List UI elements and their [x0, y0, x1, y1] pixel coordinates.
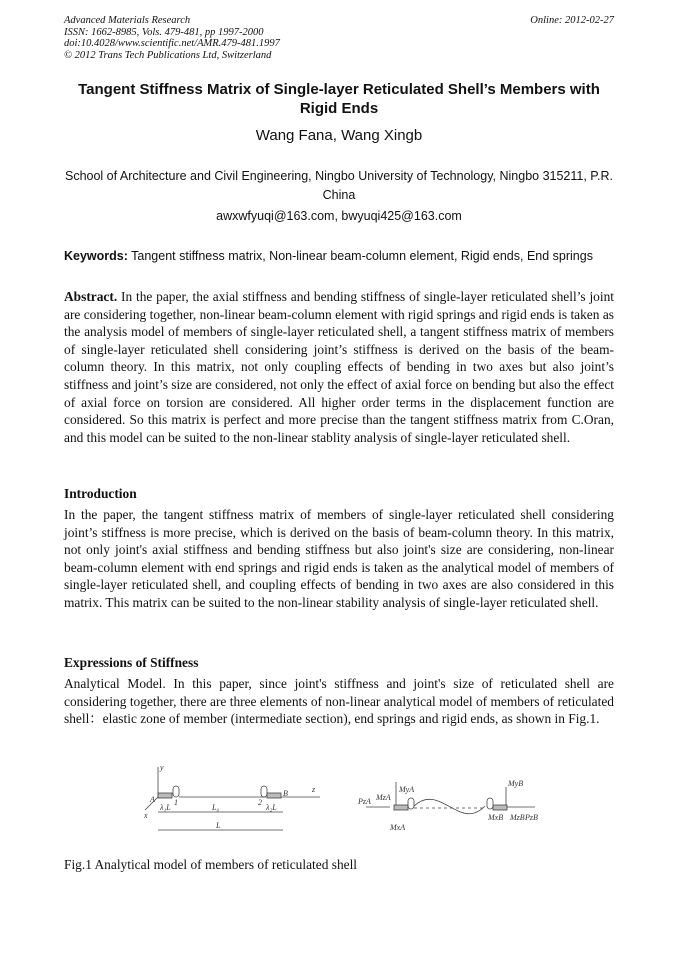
label-lambda1: λ₁L	[160, 803, 171, 812]
expressions-heading: Expressions of Stiffness	[64, 655, 199, 670]
label-mxa: MxA	[390, 823, 406, 832]
copyright: © 2012 Trans Tech Publications Ltd, Switzerland	[64, 49, 272, 61]
label-z: z	[312, 785, 316, 794]
introduction-heading: Introduction	[64, 486, 137, 501]
doi: doi:10.4028/www.scientific.net/AMR.479-481.1997	[64, 38, 280, 49]
left-diagram	[145, 767, 320, 830]
label-l0: L₀	[212, 803, 220, 812]
label-pzb: PzB	[525, 813, 538, 822]
label-myb: MyB	[508, 779, 524, 788]
online-date: Online: 2012-02-27	[530, 15, 614, 26]
label-mza: MzA	[376, 793, 391, 802]
authors: Wang Fana, Wang Xingb	[255, 127, 423, 144]
figure-caption: Fig.1 Analytical model of members of reticulated shell	[64, 857, 358, 872]
label-y: y	[160, 763, 164, 772]
label-mya: MyA	[399, 785, 415, 794]
label-lambda2: λ₂L	[266, 803, 277, 812]
abstract	[64, 288, 614, 446]
label-2: 2	[258, 798, 262, 807]
label-x: x	[144, 811, 148, 820]
label-pza: PzA	[358, 797, 371, 806]
label-b: B	[283, 789, 288, 798]
label-mxb: MxB	[488, 813, 504, 822]
label-1: 1	[174, 798, 178, 807]
affiliation: School of Architecture and Civil Engineering, Ningbo University of Technology, Ningbo 315211, P.R. China	[64, 169, 613, 202]
introduction-text: In the paper, the tangent stiffness matrix of members of single-layer reticulated shell considering joint’s stiffness is more precise, which is derived on the basis of beam-column theory. In this matrix, not only joint's axial stiffness and bending stiffness but also joint's size are considering, non-linear beam-column element with end springs and rigid ends is taken as the analytical model of members of single-layer reticulated shell, and coupling effects of bending in two axes are also considered in this matrix. This matrix can be suited to the non-linear stability analysis of single-layer reticulated shell.	[64, 507, 614, 610]
emails: awxwfyuqi@163.com, bwyuqi425@163.com	[216, 209, 462, 223]
label-a: A	[150, 795, 155, 804]
label-mzb: MzB	[510, 813, 525, 822]
expressions-text: Analytical Model. In this paper, since joint's stiffness and joint's size of reticulated shell are considering together, there are three elements of non-linear analytical model of members of reticulated shell：elastic zone of member (intermediate section), end springs and rigid ends, as shown in Fig.1.	[64, 676, 614, 727]
keywords	[64, 249, 624, 263]
keywords-label: Keywords:	[64, 249, 128, 263]
paper-title: Tangent Stiffness Matrix of Single-layer Reticulated Shell’s Members with Rigid Ends	[78, 81, 600, 117]
abstract-text: In the paper, the axial stiffness and bending stiffness of single-layer reticulated shell’s joint are considering together, non-linear beam-column element with rigid springs and rigid ends is taken as the analysis model of members of single-layer reticulated shell, a tangent stiffness matrix of members of single-layer reticulated shell considering joint’s stiffness is derived on the basis of the beam-column theory. In this matrix, not only coupling effects of bending in two axes but also joint’s stiffness and joint’s size are considered, not only the effect of axial force on bending but also the effect of axial force on torsion are considered. All higher order terms in the displacement function are considered. So this matrix is perfect and more precise than the tangent stiffness matrix from C.Oran, and this model can be suited to the non-linear stablity analysis of single-layer reticulated shell.	[64, 289, 614, 445]
journal-name: Advanced Materials Research	[64, 15, 191, 26]
journal-header	[64, 15, 280, 61]
label-l: L	[216, 821, 221, 830]
keywords-text: Tangent stiffness matrix, Non-linear beam-column element, Rigid ends, End springs	[127, 249, 593, 263]
abstract-label: Abstract.	[64, 289, 118, 304]
issn: ISSN: 1662-8985, Vols. 479-481, pp 1997-2000	[64, 26, 264, 38]
figure-analytical-model	[140, 762, 540, 852]
